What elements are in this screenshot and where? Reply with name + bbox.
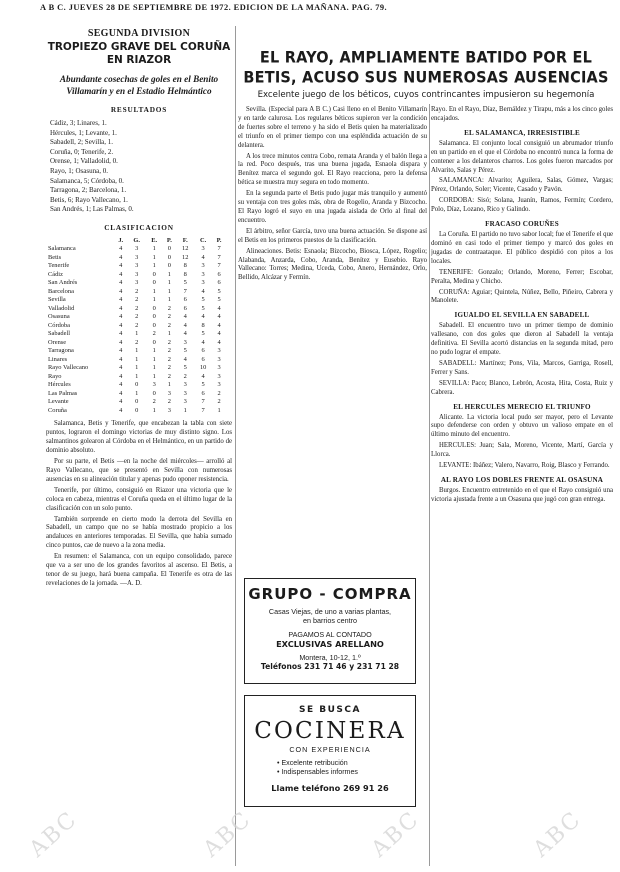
result-line: Sabadell, 2; Sevilla, 1. xyxy=(50,138,113,147)
table-cell: 1 xyxy=(135,347,139,355)
table-row xyxy=(48,339,226,348)
result-line: Cádiz, 3; Linares, 1. xyxy=(50,119,107,127)
table-row xyxy=(48,347,226,356)
table-cell: 2 xyxy=(135,321,139,329)
table-cell: 1 xyxy=(152,364,156,372)
table-cell: 0 xyxy=(152,321,156,329)
table-cell: 1 xyxy=(135,389,139,397)
table-row xyxy=(48,407,226,416)
left-paragraph: Por su parte, el Betis —en la noche del miércoles— arrolló al Rayo Vallecano, que se presentó en Sevilla con numerosas ausencias en su alineación titular y apenas pudo oponer resistencia. xyxy=(46,458,232,483)
team-name: Sevilla xyxy=(48,296,66,304)
table-cell: 4 xyxy=(183,321,187,329)
table-cell: 2 xyxy=(167,398,171,406)
table-cell: 1 xyxy=(152,372,156,380)
middle-paragraph: Sevilla. (Especial para A B C.) Casi lleno en el Benito Villamarín y en tarde calurosa. Los regulares béticos supieron ver la condición de fuertes sobre el terreno y ha sido el Betis quien ha materializado el triunfo en el primer tiempo con una espléndida actuación de su delantera. xyxy=(238,106,427,149)
section-label: SEGUNDA DIVISION xyxy=(87,28,191,39)
table-row xyxy=(48,356,226,365)
table-row xyxy=(48,373,226,382)
results-list xyxy=(46,119,232,215)
table-cell: 1 xyxy=(167,381,171,389)
table-cell: 4 xyxy=(119,279,123,287)
result-line: San Andrés, 1; Las Palmas, 0. xyxy=(50,205,134,214)
table-cell: 2 xyxy=(167,372,171,380)
table-cell: 2 xyxy=(167,355,171,363)
result-line: Rayo, 1; Osasuna, 0. xyxy=(50,166,108,175)
table-header-cell xyxy=(48,237,114,246)
table-cell: 4 xyxy=(201,313,205,321)
table-cell: 2 xyxy=(183,372,187,380)
subheading: EL SALAMANCA, IRRESISTIBLE xyxy=(464,128,580,137)
table-cell: 3 xyxy=(217,364,221,372)
subheading: EL HERCULES MERECIO EL TRIUNFO xyxy=(453,402,591,411)
table-cell: 4 xyxy=(119,270,123,278)
table-cell: 1 xyxy=(152,287,156,295)
table-cell: 3 xyxy=(183,389,187,397)
table-cell: 1 xyxy=(167,279,171,287)
table-row xyxy=(48,381,226,390)
main-headline: EL RAYO, AMPLIAMENTE BATIDO POR EL BETIS, ACUSO SUS NUMEROSAS AUSENCIAS xyxy=(243,49,609,88)
table-header-cell: F. xyxy=(182,236,188,244)
table-cell: 1 xyxy=(152,245,156,253)
table-cell: 4 xyxy=(119,253,123,261)
table-cell: 1 xyxy=(152,296,156,304)
classification-table xyxy=(48,237,226,416)
table-cell: 0 xyxy=(167,245,171,253)
right-paragraph: CORUÑA: Aguiar; Quintela, Núñez, Bello, Piñeiro, Cabrera y Manolete. xyxy=(431,288,613,305)
table-cell: 4 xyxy=(119,321,123,329)
column-divider xyxy=(429,104,430,866)
table-cell: 2 xyxy=(152,330,156,338)
table-cell: 2 xyxy=(167,313,171,321)
table-cell: 0 xyxy=(152,304,156,312)
table-cell: 0 xyxy=(135,381,139,389)
team-name: Orense xyxy=(48,338,67,346)
table-cell: 0 xyxy=(152,338,156,346)
team-name: Valladolid xyxy=(48,304,75,312)
ad-big-word: COCINERA xyxy=(254,718,406,744)
right-paragraph: CORDOBA: Sisó; Solana, Juanín, Ramos, Fermín; Cordero, Polo, Díaz, Lozano, Rico y Galindo. xyxy=(431,197,613,214)
table-cell: 1 xyxy=(167,287,171,295)
right-paragraph: Salamanca. El conjunto local consiguió un abrumador triunfo en un partido en el que el Córdoba no encontró nunca la forma de contener a los delanteros charros. Los goles fueron marcados por Alvarito, Salas y Pérez. xyxy=(431,139,613,174)
team-name: Córdoba xyxy=(48,321,71,329)
right-paragraph: Burgos. Encuentro entretenido en el que el Rayo consiguió una victoria ajustada frente a un Osasuna que jugó con gran entrega. xyxy=(431,487,613,503)
table-cell: 5 xyxy=(201,296,205,304)
ad-phone: Teléfonos 231 71 46 y 231 71 28 xyxy=(260,662,400,671)
left-headline: TROPIEZO GRAVE DEL CORUÑA EN RIAZOR xyxy=(47,41,231,66)
result-line: Hércules, 1; Levante, 1. xyxy=(50,128,117,137)
result-line: Salamanca, 5; Córdoba, 0. xyxy=(50,176,124,185)
table-cell: 8 xyxy=(183,262,187,270)
table-cell: 0 xyxy=(167,262,171,270)
left-paragraph: También sorprende en cierto modo la derrota del Sevilla en Sabadell, un campo que no se había mostrado propicio a los andaluces en anteriores temporadas. El Sevilla, que había sumado cinco puntos, cae de nuevo a la zona media. xyxy=(46,515,232,550)
table-cell: 4 xyxy=(119,330,123,338)
table-cell: 1 xyxy=(152,262,156,270)
table-cell: 4 xyxy=(217,330,221,338)
result-line: Orense, 1; Valladolid, 0. xyxy=(50,157,118,166)
ad-top: SE BUSCA xyxy=(299,705,361,715)
table-cell: 12 xyxy=(182,253,189,261)
ad-bullets xyxy=(245,759,415,777)
table-cell: 4 xyxy=(119,287,123,295)
abc-watermark: ABC xyxy=(24,806,83,863)
table-cell: 5 xyxy=(217,296,221,304)
ad-small: CON EXPERIENCIA xyxy=(289,745,371,754)
table-cell: 3 xyxy=(201,270,205,278)
ad-line: Casas Viejas, de uno a varias plantas, xyxy=(268,607,392,616)
team-name: Betis xyxy=(48,253,62,261)
right-paragraph: La Coruña. El partido no tuvo sabor local; fue el Tenerife el que dominó en casi todo el primer tiempo y marcó dos goles en jugadas de contraataque. El público despidió con pitos a los locales. xyxy=(431,231,613,265)
subheading: AL RAYO LOS DOBLES FRENTE AL OSASUNA xyxy=(440,476,604,484)
table-cell: 4 xyxy=(201,338,205,346)
table-cell: 3 xyxy=(135,270,139,278)
table-cell: 5 xyxy=(183,279,187,287)
subheading: FRACASO CORUÑES xyxy=(485,220,559,229)
left-column xyxy=(46,28,232,866)
right-paragraph: SABADELL: Martínez; Pons, Vila, Marcos, Garriga, Rosell, Ferrer y Sans. xyxy=(431,359,613,376)
team-name: Salamanca xyxy=(48,245,76,253)
table-header-cell: E. xyxy=(151,236,158,244)
table-cell: 4 xyxy=(217,313,221,321)
table-cell: 1 xyxy=(152,347,156,355)
table-cell: 6 xyxy=(217,270,221,278)
middle-paragraph: Alineaciones. Betis: Esnaola; Bizcocho, Biosca, López, Rogelio; Alabanda, Anzarda, Cobo, Aranda, Benítez y Eusebio. Rayo Vallecano: Torres; Medina, Uceda, Cobo, Anero, Hernández, Orlo, Bellido, Alcázar y Fermín. xyxy=(238,247,427,282)
ad-line: PAGAMOS AL CONTADO xyxy=(288,630,372,639)
table-cell: 0 xyxy=(152,279,156,287)
table-cell: 4 xyxy=(217,338,221,346)
table-cell: 2 xyxy=(135,338,139,346)
table-cell: 4 xyxy=(217,304,221,312)
classification-title: CLASIFICACION xyxy=(104,222,174,232)
table-cell: 7 xyxy=(217,245,221,253)
table-cell: 4 xyxy=(119,398,123,406)
table-cell: 2 xyxy=(167,347,171,355)
result-line: Coruña, 0; Tenerife, 2. xyxy=(50,147,114,156)
table-row xyxy=(48,364,226,373)
table-cell: 1 xyxy=(152,253,156,261)
table-cell: 1 xyxy=(135,364,139,372)
table-row xyxy=(48,313,226,322)
table-cell: 0 xyxy=(152,389,156,397)
left-subheadline: Abundante cosechas de goles en el Benito Villamarín y en el Estadio Helmántico xyxy=(59,74,219,96)
table-cell: 4 xyxy=(119,262,123,270)
table-row xyxy=(48,296,226,305)
ad-bullet: • Indispensables informes xyxy=(277,768,358,776)
table-cell: 3 xyxy=(135,262,139,270)
main-subheadline: Excelente juego de los béticos, cuyos contrincantes impusieron su hegemonía xyxy=(257,90,595,100)
right-paragraph: LEVANTE: Ibáñez; Valero, Navarro, Roig, Blasco y Ferrando. xyxy=(439,462,610,470)
table-cell: 4 xyxy=(201,253,205,261)
table-cell: 10 xyxy=(199,364,207,372)
results-title: RESULTADOS xyxy=(110,105,168,114)
table-row xyxy=(48,271,226,280)
table-cell: 1 xyxy=(217,406,221,414)
table-cell: 1 xyxy=(152,406,156,414)
table-cell: 4 xyxy=(119,304,123,312)
table-header-cell: P. xyxy=(166,236,172,244)
table-cell: 7 xyxy=(201,406,205,414)
table-cell: 5 xyxy=(183,364,187,372)
table-cell: 4 xyxy=(119,296,123,304)
team-name: Rayo xyxy=(48,372,62,380)
table-cell: 2 xyxy=(167,338,171,346)
team-name: Las Palmas xyxy=(48,389,78,397)
table-cell: 3 xyxy=(167,406,171,414)
table-cell: 1 xyxy=(183,406,187,414)
table-cell: 6 xyxy=(217,279,221,287)
result-line: Betis, 6; Rayo Vallecano, 1. xyxy=(50,195,128,204)
table-cell: 3 xyxy=(183,338,187,346)
table-cell: 0 xyxy=(152,270,156,278)
table-cell: 2 xyxy=(135,296,139,304)
table-cell: 4 xyxy=(119,406,123,414)
table-cell: 4 xyxy=(201,372,205,380)
table-cell: 1 xyxy=(135,355,139,363)
table-cell: 8 xyxy=(183,270,187,278)
column-divider xyxy=(235,26,236,866)
table-cell: 3 xyxy=(217,372,221,380)
table-cell: 2 xyxy=(167,364,171,372)
table-cell: 3 xyxy=(183,398,187,406)
table-cell: 3 xyxy=(201,279,205,287)
right-paragraph: Rayo. En el Rayo, Díaz, Bernáldez y Tirapu, más a los cinco goles encajados. xyxy=(431,106,613,122)
table-cell: 4 xyxy=(217,321,221,329)
table-cell: 1 xyxy=(135,372,139,380)
middle-paragraph: En la segunda parte el Betis pudo jugar más tranquilo y aumentó su ventaja con tres goles más, obra de Rogelio, Aranda y Bizcocho. El Rayo logró el suyo en una jugada aislada de Orlo al final del encuentro. xyxy=(238,190,427,224)
right-paragraph: Alicante. La victoria local pudo ser mayor, pero el Levante supo defenderse con orden y obtuvo un valioso empate en el último minuto del encuentro. xyxy=(431,413,613,439)
table-cell: 4 xyxy=(119,364,123,372)
team-name: Cádiz xyxy=(48,270,63,278)
table-cell: 4 xyxy=(119,355,123,363)
table-cell: 0 xyxy=(152,313,156,321)
team-name: Hércules xyxy=(48,381,71,389)
table-cell: 7 xyxy=(217,262,221,270)
table-cell: 5 xyxy=(201,330,205,338)
table-cell: 3 xyxy=(217,355,221,363)
table-cell: 7 xyxy=(217,253,221,261)
table-cell: 3 xyxy=(201,262,205,270)
table-cell: 3 xyxy=(135,245,139,253)
team-name: San Andrés xyxy=(48,279,78,287)
table-row xyxy=(48,245,226,254)
abc-watermark: ABC xyxy=(198,806,257,863)
team-name: Tenerife xyxy=(48,262,70,270)
table-cell: 2 xyxy=(217,398,221,406)
team-name: Sabadell xyxy=(48,330,71,338)
table-header-row xyxy=(48,237,226,246)
table-cell: 4 xyxy=(119,338,123,346)
table-cell: 3 xyxy=(152,381,156,389)
table-cell: 4 xyxy=(119,245,123,253)
team-name: Levante xyxy=(48,398,69,406)
ad-cocinera xyxy=(244,695,416,807)
table-cell: 4 xyxy=(119,347,123,355)
table-cell: 6 xyxy=(201,389,205,397)
table-cell: 4 xyxy=(201,287,205,295)
table-cell: 2 xyxy=(167,321,171,329)
table-row xyxy=(48,254,226,263)
table-row xyxy=(48,390,226,399)
ad-phone: Llame teléfono 269 91 26 xyxy=(271,783,389,793)
table-cell: 4 xyxy=(119,381,123,389)
table-cell: 4 xyxy=(183,330,187,338)
right-paragraph: Sabadell. El encuentro tuvo un primer tiempo de dominio vallesano, con dos goles que dieron al Sabadell la ventaja definitiva. El Sevilla acortó distancias en la segunda mitad, pero no pudo lograr el empate. xyxy=(431,322,613,357)
left-paragraph: Salamanca, Betis y Tenerife, que encabezan la tabla con siete puntos, lograron el domingo victorias de muy distinto signo. Los salmantinos golearon al Córdoba en el Helmántico, en un partido de dominio absoluto. xyxy=(46,420,232,455)
table-cell: 5 xyxy=(201,304,205,312)
middle-paragraph: A los trece minutos centra Cobo, remata Aranda y el balón llega a la red. Poco después, tras una buena jugada, Esnaola dispara y Benítez marca el segundo gol. El Rayo reacciona, pero la defensa bética se muestra muy segura en todo momento. xyxy=(238,152,427,187)
table-header-cell: G. xyxy=(133,236,140,244)
abc-watermark: ABC xyxy=(366,806,425,863)
middle-column xyxy=(238,106,427,572)
team-name: Osasuna xyxy=(48,313,70,321)
table-cell: 1 xyxy=(167,270,171,278)
table-cell: 4 xyxy=(183,355,187,363)
table-cell: 1 xyxy=(152,355,156,363)
right-column xyxy=(431,106,613,866)
result-line: Tarragona, 2; Barcelona, 1. xyxy=(50,186,127,195)
table-cell: 12 xyxy=(182,245,189,253)
table-cell: 3 xyxy=(183,381,187,389)
right-paragraph: HERCULES: Juan; Sala, Moreno, Vicente, Martí, García y Llorca. xyxy=(431,442,613,459)
right-paragraph: TENERIFE: Gonzalo; Orlando, Moreno, Ferrer; Escobar, Peralta, Medina y Chicho. xyxy=(431,268,613,285)
team-name: Rayo Vallecano xyxy=(48,364,89,372)
table-cell: 1 xyxy=(167,330,171,338)
team-name: Coruña xyxy=(48,406,67,414)
table-cell: 3 xyxy=(201,245,205,253)
table-cell: 3 xyxy=(135,253,139,261)
table-cell: 7 xyxy=(183,287,187,295)
table-cell: 2 xyxy=(217,389,221,397)
table-cell: 0 xyxy=(135,398,139,406)
team-name: Barcelona xyxy=(48,287,74,295)
table-header-cell: P. xyxy=(216,236,222,244)
table-cell: 3 xyxy=(217,347,221,355)
team-name: Tarragona xyxy=(48,347,74,355)
table-cell: 1 xyxy=(167,296,171,304)
ad-title: GRUPO - COMPRA xyxy=(248,585,412,603)
table-cell: 4 xyxy=(119,389,123,397)
table-cell: 6 xyxy=(201,347,205,355)
table-row xyxy=(48,288,226,297)
table-row xyxy=(48,305,226,314)
table-row xyxy=(48,330,226,339)
table-cell: 7 xyxy=(201,398,205,406)
table-row xyxy=(48,279,226,288)
middle-paragraph: El árbitro, señor García, tuvo una buena actuación. Se dispone así el Betis en los primeros puestos de la clasificación. xyxy=(238,227,427,244)
table-cell: 2 xyxy=(135,304,139,312)
ad-address: Montera, 10-12, 1.º xyxy=(299,653,361,662)
table-cell: 6 xyxy=(183,296,187,304)
table-cell: 2 xyxy=(152,398,156,406)
abc-watermark: ABC xyxy=(528,806,587,863)
table-cell: 8 xyxy=(201,321,205,329)
table-row xyxy=(48,322,226,331)
page-header: A B C. JUEVES 28 DE SEPTIEMBRE DE 1972. EDICION DE LA MAÑANA. PAG. 79. xyxy=(40,3,388,12)
table-cell: 3 xyxy=(167,389,171,397)
ad-bullet: • Excelente retribución xyxy=(277,759,348,767)
table-cell: 4 xyxy=(183,313,187,321)
table-cell: 4 xyxy=(119,372,123,380)
table-cell: 5 xyxy=(183,347,187,355)
table-header-cell: C. xyxy=(200,236,207,244)
table-cell: 0 xyxy=(167,253,171,261)
table-cell: 2 xyxy=(135,287,139,295)
ad-emphasis: EXCLUSIVAS ARELLANO xyxy=(276,639,384,649)
table-cell: 4 xyxy=(119,313,123,321)
table-cell: 2 xyxy=(167,304,171,312)
team-name: Linares xyxy=(48,355,68,363)
table-cell: 5 xyxy=(217,287,221,295)
ad-line: en barrios centro xyxy=(303,616,357,625)
table-cell: 2 xyxy=(135,313,139,321)
table-row xyxy=(48,262,226,271)
table-row xyxy=(48,398,226,407)
table-cell: 6 xyxy=(201,355,205,363)
left-paragraph: En resumen: el Salamanca, con un equipo consolidado, parece que va a ser uno de los grandes favoritos al ascenso. El Betis, a tenor de su juego, hará buena campaña. El Tenerife es otra de las revelaciones de la jornada. —A. D. xyxy=(46,553,232,587)
left-paragraph: Tenerife, por último, consiguió en Riazor una victoria que le coloca en cabeza, mientras el Coruña queda en el último lugar de la clasificación con un solo punto. xyxy=(46,486,232,512)
table-header-cell: J. xyxy=(118,236,124,244)
subheading: IGUALDO EL SEVILLA EN SABADELL xyxy=(454,311,590,320)
right-paragraph: SEVILLA: Paco; Blanco, Lebrón, Acosta, Hita, Costa, Ruiz y Cabrera. xyxy=(431,379,613,396)
table-cell: 0 xyxy=(135,406,139,414)
table-cell: 3 xyxy=(217,381,221,389)
table-cell: 3 xyxy=(135,279,139,287)
table-cell: 5 xyxy=(201,381,205,389)
right-paragraph: SALAMANCA: Alvarito; Aguilera, Salas, Gómez, Vargas; Pérez, Orlando, Soler; Vicente, Casado y Pavón. xyxy=(431,177,613,194)
table-cell: 1 xyxy=(135,330,139,338)
table-cell: 6 xyxy=(183,304,187,312)
ad-grupo-compra xyxy=(244,578,416,684)
